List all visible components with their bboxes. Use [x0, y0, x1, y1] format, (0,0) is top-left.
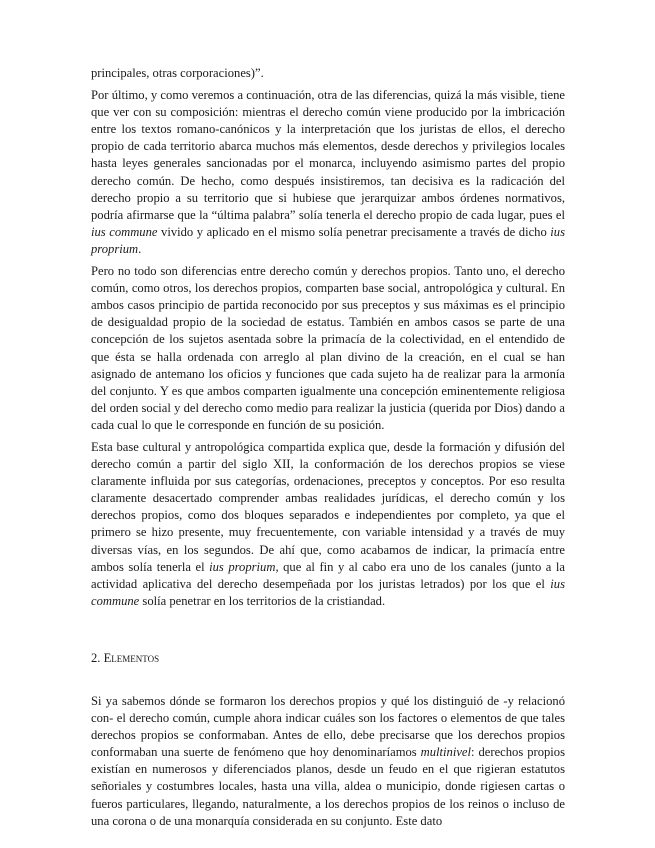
paragraph: Por último, y como veremos a continuación, otra de las diferencias, quizá la más visible, tiene que ver con su composición: mientras el derecho común viene producido por la imbricación entre los textos romano-canónicos y la interpretación que los juristas de ellos, el derecho propio de cada territorio abarca muchos más elementos, desde derechos y privilegios locales hasta leyes generales sancionadas por el monarca, incluyendo asimismo partes del propio derecho común. De hecho, como después insistiremos, tan decisiva es la radicación del derecho propio a su territorio que si hubiese que jerarquizar ambos órdenes normativos, podría afirmarse que la “última palabra” solía tenerla el derecho propio de cada lugar, pues el ius commune vivido y aplicado en el mismo solía penetrar precisamente a través de dicho ius proprium.: [91, 88, 565, 256]
paragraph: Pero no todo son diferencias entre derecho común y derechos propios. Tanto uno, el derecho común, como otros, los derechos propios, comparten base social, antropológica y cultural. En ambos casos principio de partida reconocido por sus preceptos y sus máximas es el principio de desigualdad propio de la sociedad de estatus. También en ambos casos se parte de una concepción de los sujetos asentada sobre la primacía de la colectividad, en el entendido de que ésta se halla ordenada con arreglo al plan divino de la creación, en el cual se han asignado de antemano los oficios y funciones que cada sujeto ha de realizar para la armonía del conjunto. Y es que ambos comparten igualmente una concepción eminentemente religiosa del orden social y del derecho como medio para realizar la justicia (querida por Dios) dando a cada cual lo que le corresponde en función de su posición.: [91, 264, 565, 432]
section-heading: [91, 650, 565, 667]
italic-term: ius proprium: [209, 559, 276, 574]
italic-term: ius proprium: [91, 224, 565, 256]
body-after: [91, 693, 565, 830]
italic-term: ius commune: [91, 576, 565, 608]
paragraph: Esta base cultural y antropológica compartida explica que, desde la formación y difusión del derecho común a partir del siglo XII, la conformación de los derechos propios se viese claramente influida por sus categorías, ordenaciones, preceptos y conceptos. Por eso resulta claramente desacertado comprender ambas realidades jurídicas, el derecho común y los derechos propios, como dos bloques separados e independientes por completo, ya que el primero se hizo presente, muy frecuentemente, con variable intensidad y a través de muy diversas vías, en los segundos. De ahí que, como acabamos de indicar, la primacía entre ambos solía tenerla el ius proprium, que al fin y al cabo era uno de los canales (junto a la actividad aplicativa del derecho desempeñada por los juristas letrados) por los que el ius commune solía penetrar en los territorios de la cristiandad.: [91, 439, 566, 608]
italic-term: multinivel: [420, 745, 472, 760]
italic-term: ius commune: [91, 224, 158, 239]
section-number: 2.: [91, 650, 104, 665]
document-page: [91, 65, 565, 830]
body-before: [91, 65, 565, 610]
paragraph: principales, otras corporaciones)”.: [91, 66, 264, 80]
section-title: Elementos: [103, 650, 160, 665]
paragraph: Si ya sabemos dónde se formaron los derechos propios y qué los distinguió de -y relacionó con- el derecho común, cumple ahora indicar cuáles son los factores o elementos de que tales derechos propios se conformaban. Antes de ello, debe precisarse que los derechos propios conformaban una suerte de fenómeno que hoy denominaríamos multinivel: derechos propios existían en numerosos y diferenciados planos, desde un feudo en el que rigieran estatutos señoriales y costumbres locales, hasta una villa, aldea o municipio, donde rigiesen cartas o fueros particulares, llegando, naturalmente, a los derechos propios de los reinos o incluso de una corona o de una monarquía considerada en su conjunto. Este dato: [91, 694, 565, 828]
